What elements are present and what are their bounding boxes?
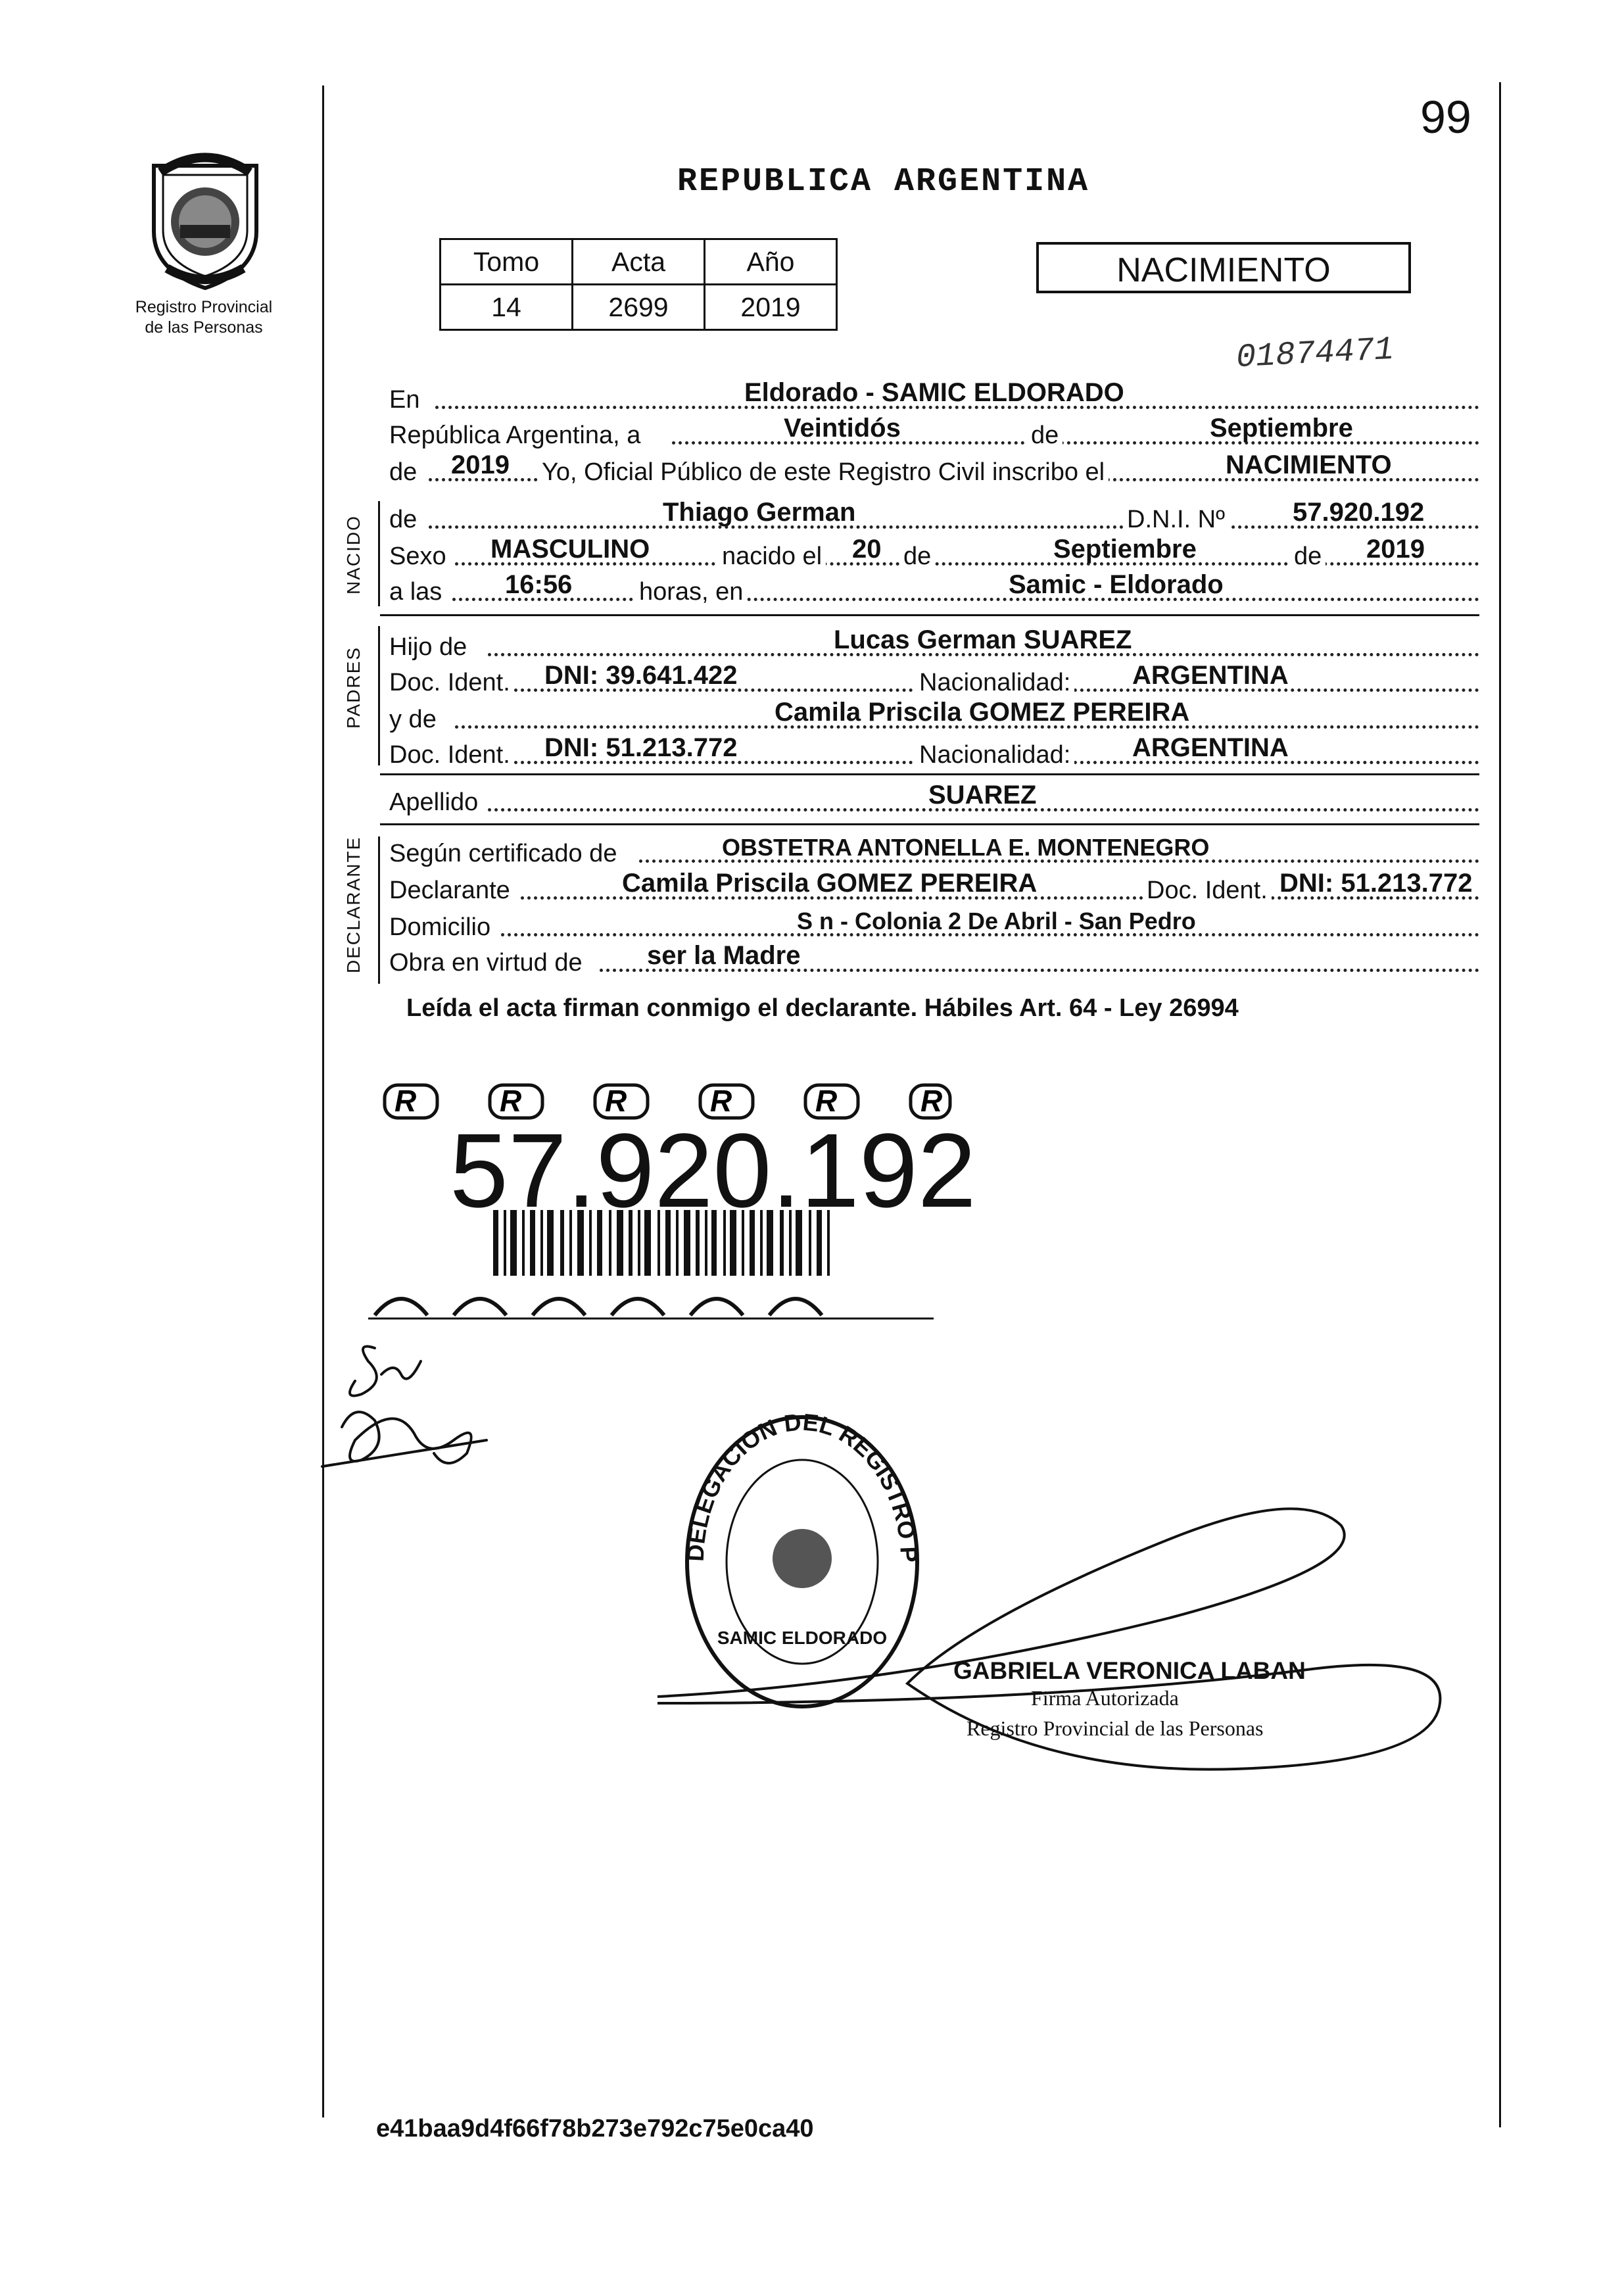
birth-year-value: 2019: [1366, 535, 1425, 564]
row-mother: [389, 700, 1479, 738]
provincial-seal: [141, 146, 270, 292]
year-value: 2019: [451, 450, 510, 479]
padres-section-label: PADRES: [343, 646, 364, 729]
de-label-2: de: [389, 458, 419, 487]
issuer-caption-line2: de las Personas: [145, 318, 263, 337]
capacity-value: ser la Madre: [647, 941, 801, 970]
declarante-bracket: [378, 836, 380, 984]
row-nacido-name: [389, 500, 1479, 538]
col-header-acta: Acta: [573, 239, 705, 285]
stamp-r-5: R: [815, 1084, 838, 1118]
declarant-signature: [316, 1322, 500, 1493]
hijo-de-label: Hijo de: [389, 633, 469, 662]
serial-number: 01874471: [1235, 331, 1395, 377]
time-value: 16:56: [505, 570, 573, 599]
stamp-r-1: R: [394, 1084, 417, 1118]
birth-place-value: Samic - Eldorado: [1009, 570, 1224, 599]
issuer-caption-line1: Registro Provincial: [135, 298, 273, 316]
month-value: Septiembre: [1210, 414, 1353, 443]
obra-label: Obra en virtud de: [389, 949, 585, 977]
child-name-value: Thiago German: [663, 498, 856, 527]
apellido-label: Apellido: [389, 788, 481, 817]
row-nacido-sex: [389, 537, 1479, 575]
sexo-label: Sexo: [389, 543, 449, 571]
father-doc-value: DNI: 39.641.422: [544, 661, 738, 690]
horas-label: horas, en: [635, 578, 747, 606]
nacido-bracket: [378, 501, 380, 606]
father-doc-label: Doc. Ident.: [389, 669, 513, 697]
right-margin-rule: [1499, 82, 1501, 2127]
child-dni-value: 57.920.192: [1293, 498, 1425, 527]
father-name-value: Lucas German SUAREZ: [834, 625, 1132, 654]
mother-doc-label: Doc. Ident.: [389, 741, 513, 769]
row-father: [389, 627, 1479, 665]
birth-day-value: 20: [852, 535, 882, 564]
declarante-doc-value: DNI: 51.213.772: [1279, 869, 1473, 898]
stamp-dni-number: 57.920.192: [450, 1111, 976, 1229]
row-place: [389, 380, 1479, 418]
issuer-caption: [118, 297, 289, 338]
ano-value: 2019: [705, 285, 837, 330]
col-header-ano: Año: [705, 239, 837, 285]
day-words-value: Veintidós: [784, 414, 901, 443]
row-date: [389, 416, 1479, 454]
left-margin-rule: [322, 85, 324, 2117]
de-label: de: [1027, 422, 1063, 450]
stamp-r-6: R: [920, 1084, 943, 1118]
row-apellido: [389, 783, 1479, 821]
de-label-3: de: [899, 543, 935, 571]
y-de-label: y de: [389, 706, 439, 734]
seal-outer-text: DELEGACION DEL REGISTRO P: [681, 1408, 923, 1563]
nacido-el-label: nacido el: [718, 543, 826, 571]
row-year-statement: [389, 452, 1479, 491]
mother-nationality-value: ARGENTINA: [1132, 733, 1289, 762]
declarante-section-label: DECLARANTE: [343, 836, 364, 973]
row-certificate: [389, 834, 1479, 872]
dotted-line: [452, 598, 1479, 601]
certificate-value: OBSTETRA ANTONELLA E. MONTENEGRO: [722, 834, 1210, 861]
section-rule: [380, 773, 1479, 775]
nacido-section-label: NACIDO: [343, 515, 364, 594]
stamp-r-3: R: [605, 1084, 627, 1118]
birth-month-value: Septiembre: [1053, 535, 1197, 564]
segun-label: Según certificado de: [389, 840, 619, 868]
official-signature: [644, 1486, 1460, 1789]
row-mother-doc: [389, 735, 1479, 773]
padres-bracket: [378, 626, 380, 765]
statement-text: Yo, Oficial Público de este Registro Civil inscribo el: [538, 458, 1109, 487]
stamp-r-2: R: [500, 1084, 522, 1118]
tomo-value: 14: [441, 285, 573, 330]
de-label-nacido: de: [389, 506, 419, 534]
domicilio-label: Domicilio: [389, 913, 493, 942]
declarante-label: Declarante: [389, 877, 513, 905]
en-label: En: [389, 386, 422, 414]
col-header-tomo: Tomo: [441, 239, 573, 285]
declarante-doc-label: Doc. Ident.: [1143, 877, 1272, 905]
registry-table: [439, 238, 838, 331]
section-rule: [380, 614, 1479, 616]
dni-label: D.N.I. Nº: [1123, 506, 1229, 534]
a-las-label: a las: [389, 578, 444, 606]
mother-doc-value: DNI: 51.213.772: [544, 733, 738, 762]
row-declarante: [389, 871, 1479, 909]
apellido-value: SUAREZ: [928, 781, 1037, 810]
page-number: 99: [1420, 91, 1471, 143]
official-name: GABRIELA VERONICA LABAN: [953, 1657, 1306, 1684]
seal-inner-text: SAMIC ELDORADO: [717, 1628, 888, 1648]
document-hash: e41baa9d4f66f78b273e792c75e0ca40: [376, 2115, 814, 2142]
official-office: Registro Provincial de las Personas: [967, 1716, 1264, 1740]
mother-nat-label: Nacionalidad:: [915, 741, 1074, 769]
stamp-r-4: R: [710, 1084, 732, 1118]
row-domicilio: [389, 907, 1479, 946]
address-value: S n - Colonia 2 De Abril - San Pedro: [797, 907, 1196, 934]
document-title: REPUBLICA ARGENTINA: [677, 163, 1090, 201]
sexo-value: MASCULINO: [490, 535, 650, 564]
de-label-4: de: [1290, 543, 1325, 571]
republica-label: República Argentina, a: [389, 422, 643, 450]
place-value: Eldorado - SAMIC ELDORADO: [744, 378, 1124, 407]
section-rule: [380, 823, 1479, 825]
father-nationality-value: ARGENTINA: [1132, 661, 1289, 690]
closing-statement: Leída el acta firman conmigo el declarante. Hábiles Art. 64 - Ley 26994: [406, 994, 1239, 1022]
official-role: Firma Autorizada: [1031, 1686, 1179, 1710]
row-father-doc: [389, 663, 1479, 701]
act-value: NACIMIENTO: [1226, 450, 1392, 479]
acta-value: 2699: [573, 285, 705, 330]
row-obra: [389, 943, 1479, 981]
father-nat-label: Nacionalidad:: [915, 669, 1074, 697]
row-nacido-time: [389, 572, 1479, 610]
act-type-box: NACIMIENTO: [1036, 242, 1411, 293]
mother-name-value: Camila Priscila GOMEZ PEREIRA: [775, 698, 1190, 727]
declarante-name-value: Camila Priscila GOMEZ PEREIRA: [622, 869, 1038, 898]
